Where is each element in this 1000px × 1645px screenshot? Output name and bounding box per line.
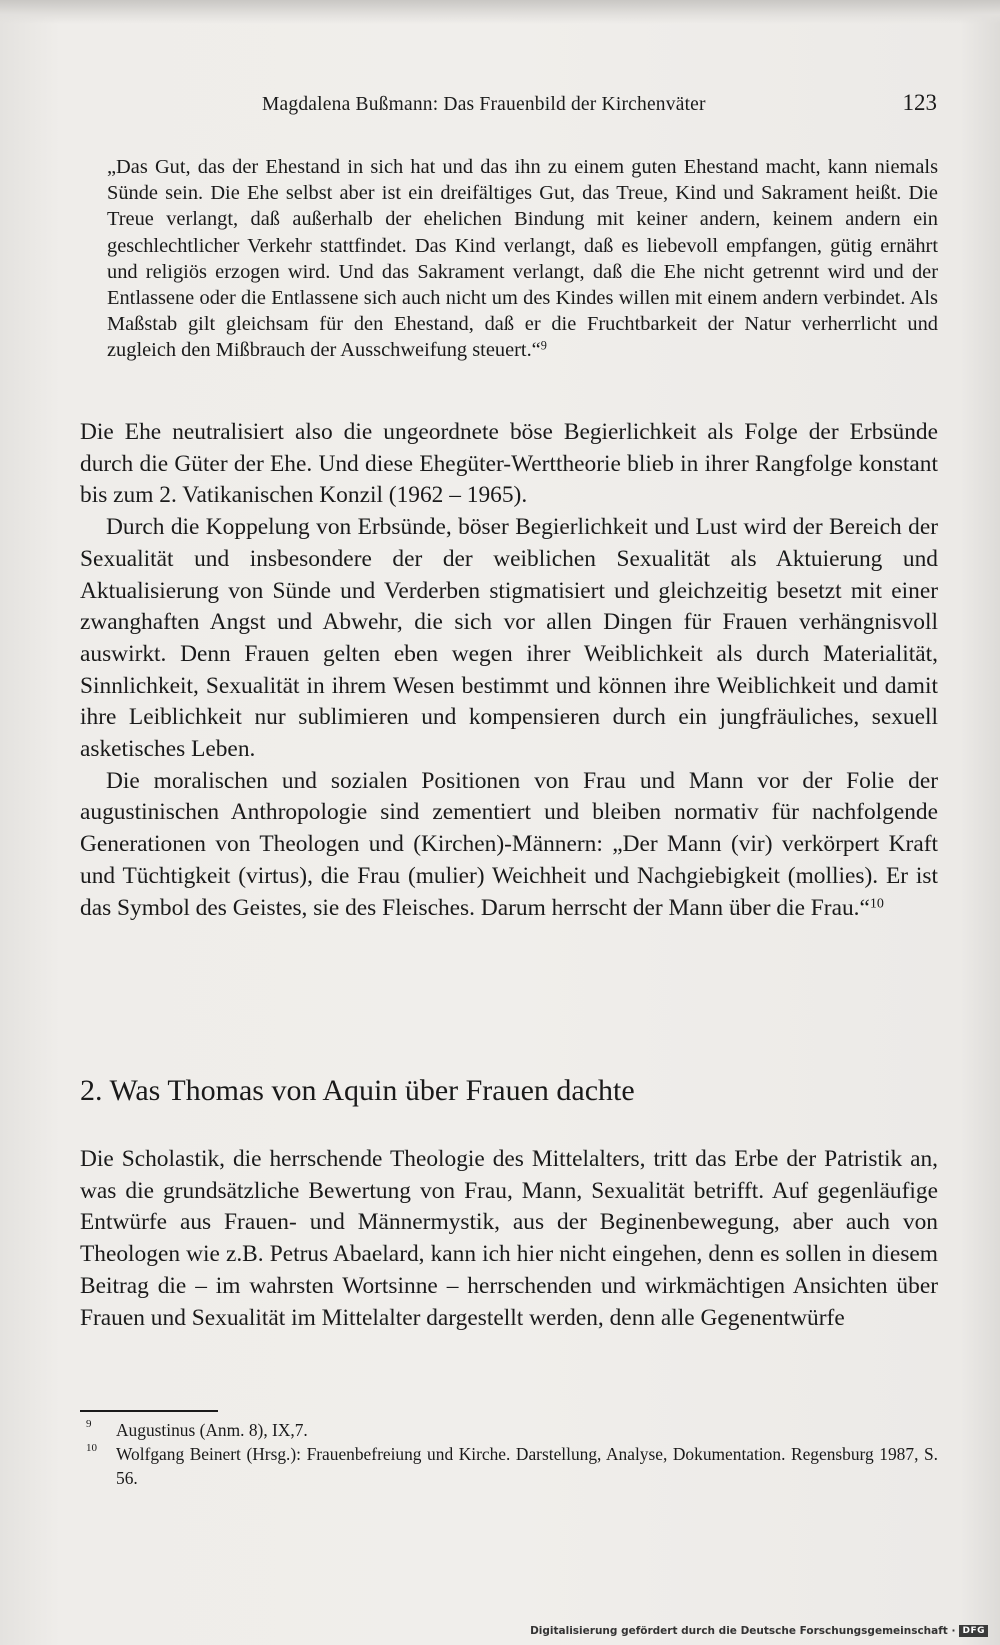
paragraph: Die Ehe neutralisiert also die ungeordnete böse Begierlichkeit als Folge der Erbsünde durch die Güter der Ehe. Und diese Ehegüter-Werttheorie blieb in ihrer Rangfolge konstant bis zum 2. Vatikanischen Konzil (1962 – 1965). bbox=[80, 419, 938, 509]
footnote-mark: 9 bbox=[86, 1418, 92, 1430]
footnote-9 bbox=[86, 1418, 938, 1442]
digitization-notice bbox=[530, 1625, 988, 1637]
footnote-text: Augustinus (Anm. 8), IX,7. bbox=[116, 1420, 308, 1440]
paragraph: Die Scholastik, die herrschende Theologie des Mittelalters, tritt das Erbe der Patristik an, was die grundsätzliche Bewertung von Frau, Mann, Sexualität betrifft. Auf gegenläufige Entwürfe aus Frauen- und Männermystik, aus der Beginenbewegung, aber auch von Theologen wie z.B. Petrus Abaelard, kann ich hier nicht eingehen, denn es sollen in diesem Beitrag die – im wahrsten Wortsinne – herrschenden und wirkmächtigen Ansichten über Frauen und Sexualität im Mittelalter dargestellt werden, denn alle Gegenentwürfe bbox=[80, 1146, 938, 1331]
footnote-text: Wolfgang Beinert (Hrsg.): Frauenbefreiung und Kirche. Darstellung, Analyse, Dokumentation. Regensburg 1987, S. 56. bbox=[116, 1444, 938, 1488]
body-text-section-2 bbox=[80, 1144, 938, 1334]
paragraph-text: Die moralischen und sozialen Positionen von Frau und Mann vor der Folie der augustinischen Anthropologie sind zementiert und bleiben normativ für nachfolgende Generationen von Theologen und (Kirchen)-Männern: „Der Mann (vir) verkörpert Kraft und Tüchtigkeit (virtus), die Frau (mulier) Weichheit und Nachgiebigkeit (mollies). Er ist das Symbol des Geistes, sie des Fleisches. Darum herrscht der Mann über die Frau.“ bbox=[80, 767, 938, 921]
quote-text: „Das Gut, das der Ehestand in sich hat und das ihn zu einem guten Ehestand macht, kann niemals Sünde sein. Die Ehe selbst aber ist ein dreifältiges Gut, das Treue, Kind und Sakrament heißt. Die Treue verlangt, daß außerhalb der ehelichen Bindung mit keiner andern, keinem andern ein geschlechtlicher Verkehr stattfindet. Das Kind verlangt, daß es liebevoll empfangen, gütig ernährt und religiös erzogen wird. Und das Sakrament verlangt, daß die Ehe nicht getrennt wird und der Entlassene oder die Entlassene sich auch nicht um des Kindes willen mit einem andern verbindet. Als Maßstab gilt gleichsam für den Ehestand, daß er die Fruchtbarkeit der Natur verherrlicht und zugleich den Mißbrauch der Ausschweifung steuert.“ bbox=[107, 156, 938, 362]
paragraph: Durch die Koppelung von Erbsünde, böser Begierlichkeit und Lust wird der Bereich der Sexualität und insbesondere der der weiblichen Sexualität als Aktuierung und Aktualisierung von Sünde und Verderben stigmatisiert und gleichzeitig besetzt mit einer zwanghaften Angst und Abwehr, die sich vor allen Dingen für Frauen verhängnisvoll auswirkt. Denn Frauen gelten eben wegen ihrer Weiblichkeit als durch Materialität, Sinnlichkeit, Sexualität in ihrem Wesen bestimmt und können ihre Weiblichkeit und damit ihre Leiblichkeit nur sublimieren und kompensieren durch ein jungfräuliches, sexuell asketisches Leben. bbox=[80, 514, 938, 763]
running-title: Magdalena Bußmann: Das Frauenbild der Kirchenväter bbox=[262, 94, 706, 115]
block-quote bbox=[107, 154, 938, 364]
footnotes bbox=[86, 1418, 938, 1490]
paragraph bbox=[80, 766, 938, 925]
footnote-ref-9[interactable]: 9 bbox=[540, 338, 547, 353]
digitization-text: Digitalisierung gefördert durch die Deutsche Forschungsgemeinschaft · bbox=[530, 1625, 956, 1637]
footnote-divider bbox=[80, 1410, 218, 1412]
section-heading: 2. Was Thomas von Aquin über Frauen dachte bbox=[80, 1074, 635, 1107]
page-edge-shadow bbox=[0, 0, 1000, 24]
footnote-10 bbox=[86, 1442, 938, 1490]
page-number: 123 bbox=[902, 90, 937, 115]
footnote-ref-10[interactable]: 10 bbox=[869, 894, 884, 911]
dfg-logo-icon: DFG bbox=[959, 1625, 988, 1637]
body-text-section-1 bbox=[80, 417, 938, 924]
footnote-mark: 10 bbox=[86, 1442, 97, 1454]
